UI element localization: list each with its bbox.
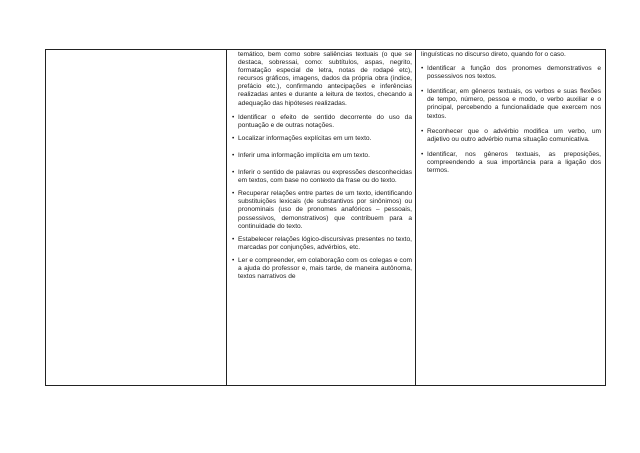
bullet-icon: • — [421, 65, 424, 73]
list-item-text: Inferir o sentido de palavras ou expressões desconhecidas em textos, com base no contexto da frase ou do texto. — [238, 169, 412, 185]
bullet-icon: • — [421, 127, 424, 135]
table-row — [46, 50, 606, 386]
list-item-text: Identificar o efeito de sentido decorrente do uso da pontuação e de outras notações. — [238, 113, 412, 129]
list-item — [232, 236, 412, 252]
list-item — [421, 151, 601, 175]
list-item-text: Inferir uma informação implícita em um texto. — [238, 151, 370, 159]
list-item-text: Localizar informações explícitas em um texto. — [238, 134, 372, 142]
bullet-icon: • — [232, 190, 235, 198]
list-item — [232, 152, 412, 160]
list-item-text: Ler e compreender, em colaboração com os colegas e com a ajuda do professor e, mais tarde, de maneira autônoma, textos narrativos de — [238, 256, 412, 281]
table-cell-grammar — [416, 50, 606, 386]
list-item-text: Identificar a função dos pronomes demonstrativos e possessivos nos textos. — [427, 65, 601, 81]
bullet-icon: • — [232, 134, 235, 142]
continuation-text: temático, bem como sobre saliências textuais (o que se destaca, sobressai, como: subtítulos, aspas, negrito, formatação especial de letra, notas de rodapé etc), recursos gráficos, imagens, dados da própria obra (índice, prefácio etc.), confirmando antecipações e inferências realizadas antes e durante a leitura de textos, checando a adequação das hipóteses realizadas. — [238, 51, 412, 107]
list-item-text: Reconhecer que o advérbio modifica um verbo, um adjetivo ou outro advérbio numa situação comunicativa. — [427, 127, 601, 143]
continuation-text: linguísticas no discurso direto, quando for o caso. — [421, 51, 566, 58]
table-cell-empty — [46, 50, 227, 386]
list-item-text: Recuperar relações entre partes de um texto, identificando substituições lexicais (de substantivos por sinônimos) ou pronominais (uso de pronomes anafóricos – pessoais, possessivos, demonstrativos) que contribuem para a continuidade do texto. — [238, 190, 412, 230]
curriculum-table — [45, 49, 606, 386]
bullet-icon: • — [232, 113, 235, 121]
bullet-icon: • — [232, 169, 235, 177]
list-item — [232, 114, 412, 130]
list-item — [421, 128, 601, 144]
bullet-icon: • — [232, 235, 235, 243]
bullet-icon: • — [232, 151, 235, 159]
list-item-text: Identificar, nos gêneros textuais, as preposições, compreendendo a sua importância para a ligação dos termos. — [427, 150, 601, 175]
list-item — [232, 169, 412, 185]
list-item — [232, 135, 412, 143]
list-item — [421, 88, 601, 120]
list-item — [421, 65, 601, 81]
table-cell-skills — [227, 50, 416, 386]
list-item-text: Estabelecer relações lógico-discursivas presentes no texto, marcadas por conjunções, advérbios, etc. — [238, 235, 412, 251]
bullet-icon: • — [232, 256, 235, 264]
list-item-text: Identificar, em gêneros textuais, os verbos e suas flexões de tempo, número, pessoa e modo, o verbo auxiliar e o principal, percebendo a funcionalidade que exercem nos textos. — [427, 88, 601, 120]
bullet-icon: • — [421, 88, 424, 96]
list-item — [232, 190, 412, 230]
list-item — [232, 257, 412, 281]
bullet-icon: • — [421, 150, 424, 158]
